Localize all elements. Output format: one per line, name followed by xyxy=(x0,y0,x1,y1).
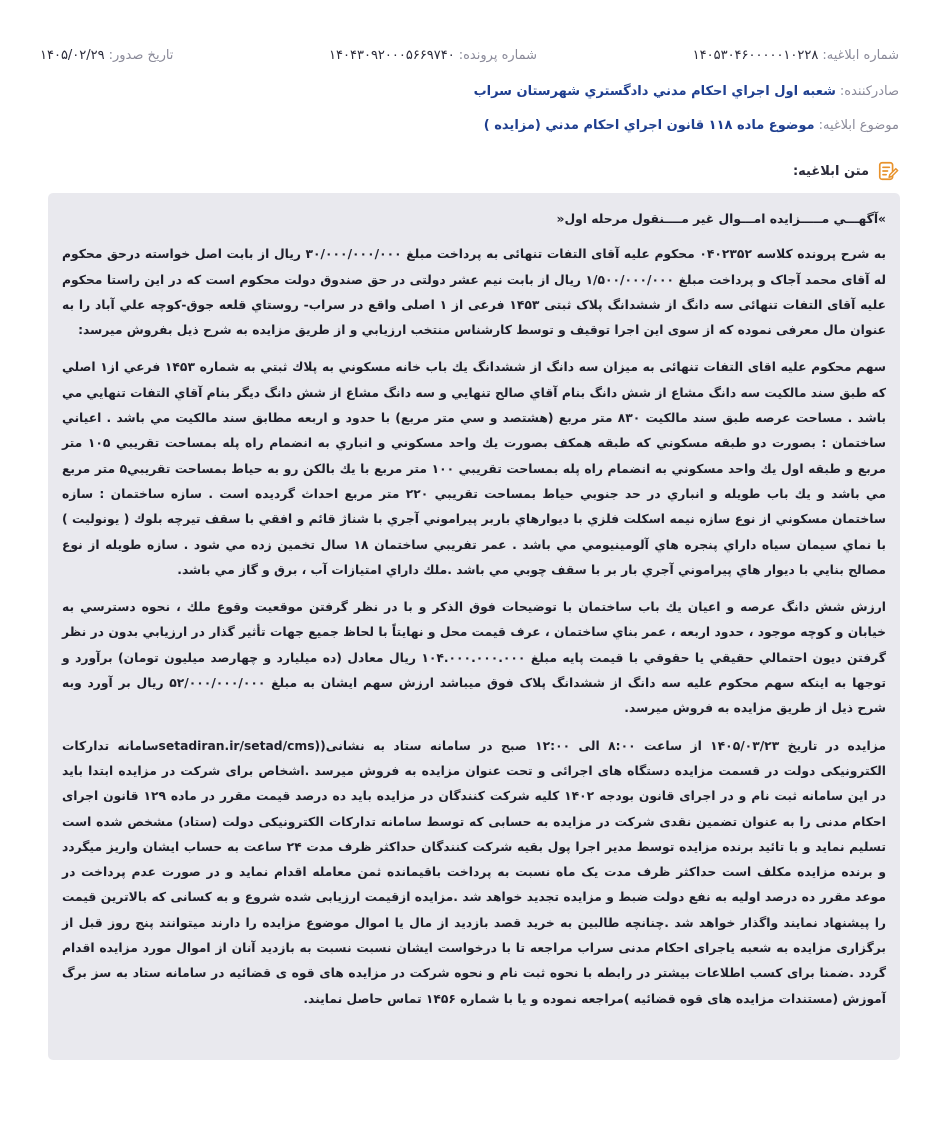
notice-paragraph-valuation: ارزش شش دانگ عرصه و اعيان يك باب ساختمان با توضيحات فوق الذكر و با در نظر گرفتن موقعيت وقوع ملك ، نحوه دسترسي به خيابان و كوچه موجود ، حدود اربعه ، عمر بناي ساختمان ، عرف قيمت محل و نهايتاً با لحاظ جميع جهات تأثير گذار در ارزيابي بدون در نظر گرفتن ديون احتمالي حقيقي يا حقوقي با قيمت پایه مبلغ ۱۰۴.۰۰۰.۰۰۰.۰۰۰ ريال معادل (ده ميليارد و چهارصد ميليون تومان) برآورد و توجها به اينكه سهم محکوم علیه سه دانگ از ششدانگ پلاک فوق میباشد ارزش سهم ایشان به مبلغ ۵۲/۰۰۰/۰۰۰/۰۰۰ ريال بر آورد وبه شرح ذیل از طريق مزايده به فروش ميرسد. xyxy=(62,600,886,716)
notice-number-value: ۱۴۰۵۳۰۴۶۰۰۰۰۰۱۰۲۲۸ xyxy=(692,47,819,63)
notice-paragraph-case: به شرح پرونده کلاسه ۰۴۰۲۳۵۲ محکوم علیه آقای التفات تنهائی به پرداخت مبلغ ۳۰/۰۰۰/۰۰۰/۰۰۰ ريال از بابت اصل خواسته درحق محکوم له آقای محمد آجاک و پرداخت مبلغ ۱/۵۰۰/۰۰۰/۰۰۰ ريال از بابت نیم عشر دولتی در حق صندوق دولت محکوم است که در این راستا محکوم علیه آقای التفات تنهائی سه دانگ از ششدانگ پلاک ثبتی ۱۴۵۳ فرعی از ۱ اصلی واقع در سراب- روستاي قلعه جوق-کوچه علي آباد را به عنوان مال معرفی نموده که از سوی این اجرا توقیف و توسط کارشناس منتخب ارزيابي و از طريق مزايده به شرح ذيل بفروش ميرسد: xyxy=(62,247,887,338)
notice-paragraph-property: سهم محکوم علیه اقای التفات تنهائی به میزان سه دانگ از ششدانگ يك باب خانه مسکوني به پلاك ثبتي به شماره ۱۴۵۳ فرعي از۱ اصلي كه طبق سند مالكيت سه دانگ مشاع از شش دانگ بنام آقاي صالح تنهايي و سه دانگ مشاع از شش دانگ ديگر بنام آقاي التفات تنهايي مي باشد . مساحت عرصه طبق سند مالكيت ۸۳۰ متر مربع (هشتصد و سي متر مربع) با حدود و اربعه مطابق سند مالكيت مي باشد . اعياني ساختمان : بصورت دو طبقه مسكوني كه طبقه همكف بصورت يك واحد مسكوني و انباري به انضمام راه پله بمساحت تقريبي ۱۰۵ متر مربع و طبقه اول يك واحد مسكوني به انضمام راه پله بمساحت تقريبي ۱۰۰ متر مربع با يك بالكن رو به حياط بمساحت تقريبي۵ متر مربع مي باشد و يك باب طويله و انباري در حد جنوبي حياط بمساحت تقريبي ۲۲۰ متر مربع احداث گرديده است . سازه ساختمان : سازه ساختمان مسكوني از نوع سازه نيمه اسكلت فلزي با ديوارهاي باربر پيراموني آجري با شناژ قائم و افقي با سقف تيرچه بلوك ( يونوليت ) با نماي سيمان سياه داراي پنجره هاي آلومينيومي مي باشد . عمر تفريبي ساختمان ۱۸ سال تخمين زده مي شود . سازه طويله از نوع مصالح بنايي با ديوار هاي پيراموني آجري بار بر با سقف چوبي مي باشد .ملك داراي امتيازات آب ، برق و گاز مي باشد. xyxy=(62,360,887,577)
subject-label: موضوع ابلاغیه: xyxy=(818,117,899,133)
notice-number-label: شماره ابلاغیه: xyxy=(822,47,899,63)
case-number-label: شماره پرونده: xyxy=(458,47,538,63)
issue-date xyxy=(40,48,173,63)
issue-date-value: ۱۴۰۵/۰۲/۲۹ xyxy=(40,47,105,63)
issuer-row xyxy=(40,80,899,102)
case-number-value: ۱۴۰۴۳۰۹۲۰۰۰۵۶۶۹۷۴۰ xyxy=(329,47,455,63)
case-number xyxy=(329,48,537,63)
notice-number xyxy=(693,48,899,63)
notice-body xyxy=(48,193,900,1060)
notice-heading: »آگهـــي مـــــزايده امـــوال غير مــــنقول مرحله اول« xyxy=(556,212,886,226)
subject-value: موضوع ماده ۱۱۸ قانون اجراي احکام مدني (مزايده ) xyxy=(483,117,815,133)
notice-paragraph-auction: مزايده در تاريخ ۱۴۰۵/۰۳/۲۳ از ساعت ۸:۰۰ الی ۱۲:۰۰ صبح در سامانه ستاد به نشانی((setadiran.ir/setad/cmsسامانه تدارکات الکترونيکی دولت در قسمت مزايده دستگاه های اجرائی و تحت عنوان مزايده به فروش ميرسد .اشخاص برای شرکت در مزايده ابتدا بايد در اين سامانه ثبت نام و در اجرای قانون بودجه ۱۴۰۲ کليه شرکت کنندگان در مزايده بايد ده درصد قيمت مقرر در ماده ۱۲۹ قانون اجرای احکام مدنی را به عنوان تضمين نقدی شرکت در مزايده به حسابی که توسط سامانه تدارکات الکترونيکی دولت (ستاد) مشخص شده است تسليم نمايد و با تائيد برنده مزايده توسط مدير اجرا پول بقيه شرکت کنندگان حداکثر ظرف مدت ۲۴ ساعت به حساب ايشان واريز ميگردد و برنده مزايده مکلف است حداکثر ظرف مدت يک ماه نسبت به پرداخت باقيمانده ثمن معامله اقدام نمايد و در صورت عدم پرداخت در موعد مقرر ده درصد اوليه به نفع دولت ضبط و مزايده تجديد خواهد شد .مزايده ازقيمت ارزيابی شده شروع و به کسانی که بالاترين قيمت را پيشنهاد نمايند واگذار خواهد شد .چنانچه طالبين به خريد قصد بازديد از مال يا اموال موضوع مزايده را دارند ميتوانند پنج روز قبل از برگزاری مزايده به شعبه ياجرای احکام مدنی سراب مراجعه تا با درخواست ايشان نسبت نسبت به بازديد آنان از اموال مورد مزايده اقدام گردد .ضمنا برای کسب اطلاعات بيشتر در رابطه با نحوه ثبت نام و نحوه شرکت در مزايده های قوه ی قضائيه در سامانه ستاد به سز برگ آموزش (مستندات مزايده های قوه قضائيه )مراجعه نموده و يا با شماره ۱۴۵۶ تماس حاصل نمايند. xyxy=(62,738,886,1006)
notice-text-title xyxy=(793,158,899,184)
issue-date-label: تاریخ صدور: xyxy=(108,47,174,63)
issuer-value: شعبه اول اجراي احکام مدني دادگستري شهرستان سراب xyxy=(473,83,836,99)
notice-text-title-label: متن ابلاغیه: xyxy=(792,163,869,179)
notice-meta-row xyxy=(40,44,899,66)
subject-row xyxy=(40,114,899,136)
issuer-label: صادرکننده: xyxy=(839,83,899,99)
document-edit-icon xyxy=(877,160,899,182)
